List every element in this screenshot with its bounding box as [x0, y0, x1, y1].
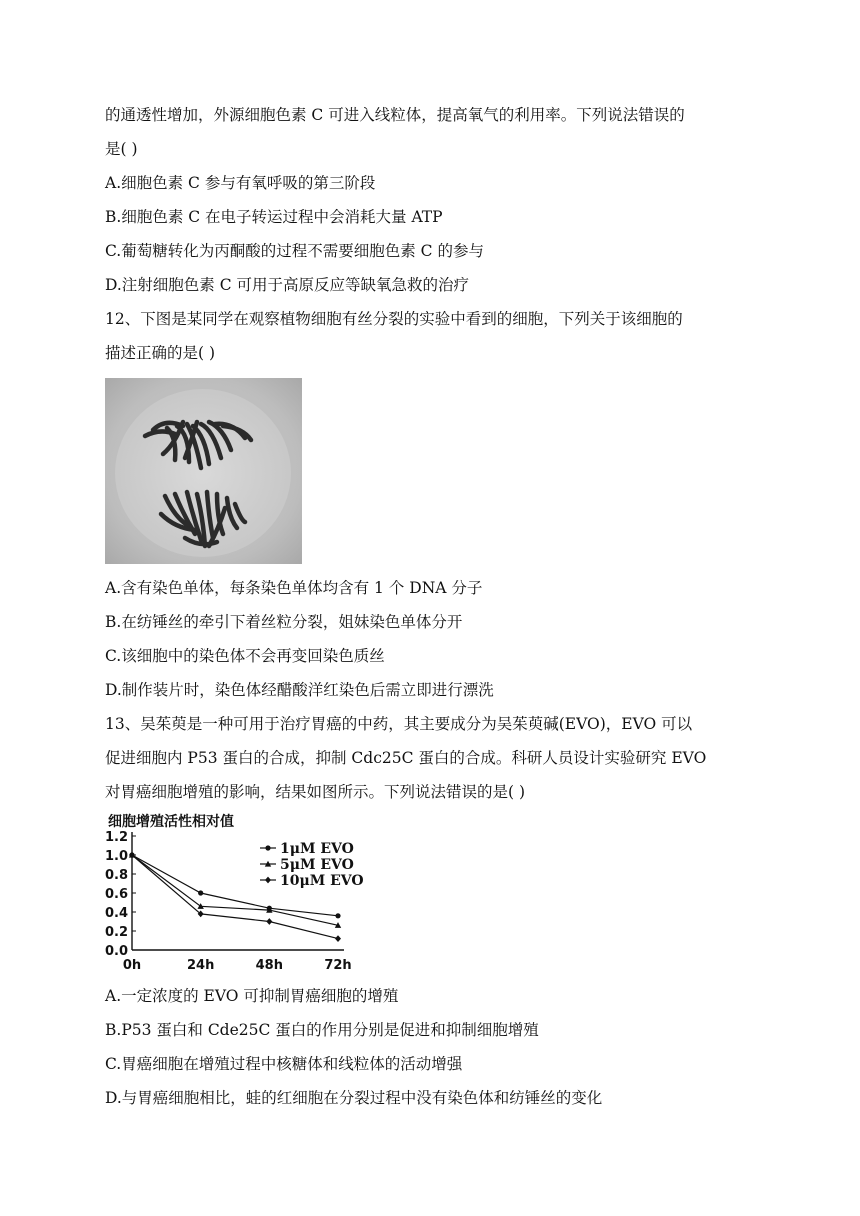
x-tick-label: 24h — [186, 958, 215, 973]
legend-label: 10μM EVO — [280, 873, 364, 889]
q11-option-b: B.细胞色素 C 在电子转运过程中会消耗大量 ATP — [105, 208, 443, 226]
data-point — [335, 913, 340, 918]
q13-option-d: D.与胃癌细胞相比，蛙的红细胞在分裂过程中没有染色体和纺锤丝的变化 — [105, 1089, 603, 1107]
y-tick-label: 0.8 — [104, 868, 128, 883]
q13-option-a: A.一定浓度的 EVO 可抑制胃癌细胞的增殖 — [105, 987, 399, 1005]
cell-micrograph — [105, 378, 302, 564]
q12-option-a: A.含有染色单体，每条染色单体均含有 1 个 DNA 分子 — [105, 579, 483, 597]
q12-option-d: D.制作装片时，染色体经醋酸洋红染色后需立即进行漂洗 — [105, 681, 494, 699]
legend-marker — [265, 877, 271, 884]
y-tick-label: 1.0 — [104, 849, 128, 864]
data-point — [335, 935, 341, 942]
data-point — [198, 890, 203, 895]
q12-stem-line-1: 12、下图是某同学在观察植物细胞有丝分裂的实验中看到的细胞，下列关于该细胞的 — [105, 310, 683, 328]
q13-option-b: B.P53 蛋白和 Cde25C 蛋白的作用分别是促进和抑制细胞增殖 — [105, 1021, 539, 1039]
q11-option-a: A.细胞色素 C 参与有氧呼吸的第三阶段 — [105, 174, 376, 192]
q13-stem-line-1: 13、吴茱萸是一种可用于治疗胃癌的中药，其主要成分为吴茱萸碱(EVO)，EVO 可以 — [105, 715, 693, 733]
q12-option-c: C.该细胞中的染色体不会再变回染色质丝 — [105, 647, 385, 665]
x-tick-label: 48h — [255, 958, 284, 973]
y-tick-label: 0.0 — [104, 944, 128, 959]
y-tick-label: 0.2 — [104, 925, 128, 940]
q13-stem-line-2: 促进细胞内 P53 蛋白的合成，抑制 Cdc25C 蛋白的合成。科研人员设计实验研究 EVO — [105, 749, 707, 767]
q13-stem-line-3: 对胃癌细胞增殖的影响，结果如图所示。下列说法错误的是( ) — [105, 783, 526, 801]
q12-option-b: B.在纺锤丝的牵引下着丝粒分裂，姐妹染色单体分开 — [105, 613, 463, 631]
data-point — [266, 918, 272, 925]
legend-label: 5μM EVO — [280, 857, 354, 873]
q11-stem-line-1: 的通透性增加，外源细胞色素 C 可进入线粒体，提高氧气的利用率。下列说法错误的 — [105, 106, 685, 124]
legend-marker — [265, 845, 270, 850]
x-tick-label: 72h — [324, 958, 352, 973]
x-tick-label: 0h — [122, 958, 142, 973]
q12-stem-line-2: 描述正确的是( ) — [105, 344, 216, 362]
legend-label: 1μM EVO — [280, 841, 354, 857]
q11-option-d: D.注射细胞色素 C 可用于高原反应等缺氧急救的治疗 — [105, 276, 470, 294]
y-tick-label: 0.4 — [104, 906, 128, 921]
chart-title: 细胞增殖活性相对值 — [108, 814, 234, 830]
chart-legend — [260, 841, 364, 889]
evo-line-chart — [100, 810, 400, 978]
y-tick-label: 1.2 — [104, 830, 128, 845]
q13-option-c: C.胃癌细胞在增殖过程中核糖体和线粒体的活动增强 — [105, 1055, 463, 1073]
y-tick-label: 0.6 — [104, 887, 128, 902]
q11-option-c: C.葡萄糖转化为丙酮酸的过程不需要细胞色素 C 的参与 — [105, 242, 484, 260]
q11-stem-line-2: 是( ) — [105, 140, 138, 158]
